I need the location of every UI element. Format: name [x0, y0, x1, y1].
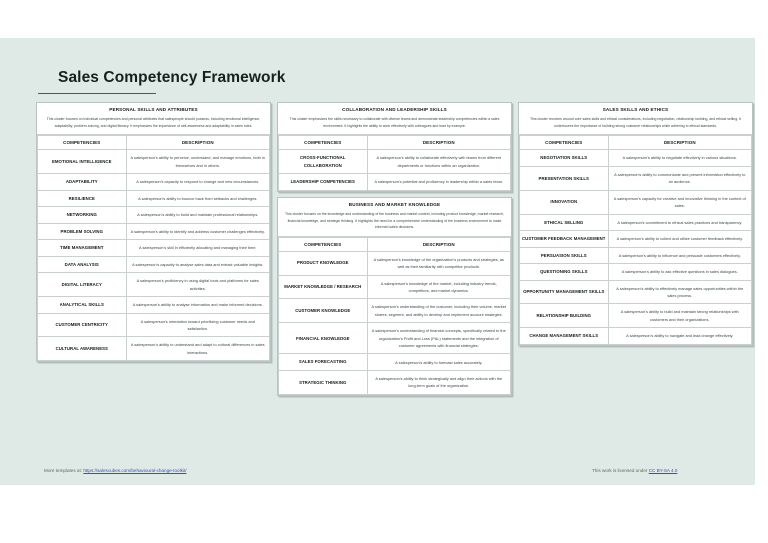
table-row	[38, 174, 270, 191]
competency-name: RESILIENCE	[38, 190, 127, 207]
competency-name: OPPORTUNITY MANAGEMENT SKILLS	[520, 280, 609, 304]
table-row	[279, 370, 511, 394]
cluster-description: This cluster emphasizes the skills necessary to collaborate with diverse teams and demonstrate leadership competencies within a sales environment. It highlights the ability to work effectively with colleagues and lead by example.	[289, 117, 500, 128]
competency-name: DIGITAL LITERACY	[38, 273, 127, 297]
title-divider	[38, 93, 156, 94]
cluster-description: This cluster focuses on the knowledge and understanding of the business and market context, including product knowledge, market research, financial knowledge, and strategic thinking. It highlights the need for a comprehensive understanding of the business environment to make informed sales decisions.	[285, 212, 504, 230]
table-row	[520, 280, 752, 304]
competency-description: A salesperson's ability to build and maintain professional relationships.	[126, 207, 269, 224]
competency-description: A salesperson's ability to navigate and lead change effectively.	[608, 328, 751, 345]
column-header-description: DESCRIPTION	[608, 136, 751, 150]
table-row	[38, 256, 270, 273]
competency-name: CULTURAL AWARENESS	[38, 337, 127, 361]
table-row	[38, 223, 270, 240]
competency-name: PROBLEM SOLVING	[38, 223, 127, 240]
competency-name: CUSTOMER FEEDBACK MANAGEMENT	[520, 231, 609, 248]
cluster-sales-skills-and-ethics	[518, 102, 753, 346]
cluster-title: COLLABORATION AND LEADERSHIP SKILLS	[342, 107, 447, 112]
competency-name: STRATEGIC THINKING	[279, 370, 368, 394]
competency-description: A salesperson's ability to influence and persuade customers effectively.	[608, 247, 751, 264]
competency-name: NETWORKING	[38, 207, 127, 224]
competency-description: A salesperson's ability to collect and utilize customer feedback effectively.	[608, 231, 751, 248]
competency-name: PERSUASION SKILLS	[520, 247, 609, 264]
table-header-row	[279, 136, 511, 150]
competency-description: A salesperson's ability to think strategically and align their actions with the long-term goals of the organization.	[367, 370, 510, 394]
competency-description: A salesperson's understanding of the customer, including their volume, market shares, segment, and ability to develop and implement account strategies.	[367, 299, 510, 323]
competency-name: RELATIONSHIP BUILDING	[520, 304, 609, 328]
table-row	[38, 313, 270, 337]
competency-description: A salesperson's ability to analyse information and make informed decisions.	[126, 297, 269, 314]
competency-description: A salesperson's ability to understand and adapt to cultural differences in sales interactions.	[126, 337, 269, 361]
competency-name: ADAPTABILITY	[38, 174, 127, 191]
table-row	[38, 207, 270, 224]
competency-name: INNOVATION	[520, 190, 609, 214]
column-header-competencies: COMPETENCIES	[279, 237, 368, 251]
competency-name: TIME MANAGEMENT	[38, 240, 127, 257]
cluster-title: SALES SKILLS AND ETHICS	[602, 107, 669, 112]
competency-name: NEGOTIATION SKILLS	[520, 150, 609, 167]
competency-name: DATA ANALYSIS	[38, 256, 127, 273]
competency-table-business-and-market-knowledge	[278, 237, 511, 395]
table-row	[520, 247, 752, 264]
table-row	[520, 264, 752, 281]
cluster-columns	[36, 102, 753, 396]
cluster-header-business-and-market-knowledge	[278, 198, 511, 237]
competency-description: A salesperson's capacity for creative and innovative thinking in the context of sales.	[608, 190, 751, 214]
competency-name: SALES FORECASTING	[279, 354, 368, 371]
table-row	[38, 150, 270, 174]
table-header-row	[38, 136, 270, 150]
table-row	[279, 251, 511, 275]
competency-name: ANALYTICAL SKILLS	[38, 297, 127, 314]
table-row	[520, 166, 752, 190]
table-row	[38, 297, 270, 314]
footer-templates-note	[44, 468, 187, 473]
competency-description: A salesperson's proficiency in using digital tools and platforms for sales activities.	[126, 273, 269, 297]
table-row	[279, 150, 511, 174]
table-row	[38, 337, 270, 361]
competency-name: CUSTOMER KNOWLEDGE	[279, 299, 368, 323]
license-link[interactable]: CC BY-SA 4.0	[648, 468, 678, 473]
competency-name: CHANGE MANAGEMENT SKILLS	[520, 328, 609, 345]
competency-description: A salesperson's ability to perceive, understand, and manage emotions, both in themselves and in others.	[126, 150, 269, 174]
table-row	[520, 231, 752, 248]
competency-name: EMOTIONAL INTELLIGENCE	[38, 150, 127, 174]
table-row	[38, 190, 270, 207]
competency-description: A salesperson's skill in efficiently allocating and managing their time.	[126, 240, 269, 257]
competency-name: CROSS-FUNCTIONAL COLLABORATION	[279, 150, 368, 174]
competency-description: A salesperson's ability to collaborate effectively with teams from different departments or functions within an organization.	[367, 150, 510, 174]
column-header-description: DESCRIPTION	[367, 136, 510, 150]
competency-description: A salesperson's capacity to analyse sales data and extract valuable insights.	[126, 256, 269, 273]
competency-table-sales-skills-and-ethics	[519, 135, 752, 344]
competency-description: A salesperson's ability to identify and address customer challenges effectively.	[126, 223, 269, 240]
competency-description: A salesperson's knowledge of the organization's products and strategies, as well as their familiarity with competitor products.	[367, 251, 510, 275]
cluster-title: PERSONAL SKILLS AND ATTRIBUTES	[109, 107, 198, 112]
cluster-column-1	[36, 102, 271, 396]
table-row	[520, 190, 752, 214]
table-header-row	[279, 237, 511, 251]
cluster-column-3	[518, 102, 753, 396]
table-row	[520, 304, 752, 328]
table-row	[38, 273, 270, 297]
table-header-row	[520, 136, 752, 150]
cluster-collaboration-and-leadership-skills	[277, 102, 512, 192]
column-header-description: DESCRIPTION	[367, 237, 510, 251]
cluster-header-personal-skills-and-attributes	[37, 103, 270, 135]
competency-name: PRODUCT KNOWLEDGE	[279, 251, 368, 275]
column-header-competencies: COMPETENCIES	[38, 136, 127, 150]
cluster-column-2	[277, 102, 512, 396]
column-header-competencies: COMPETENCIES	[520, 136, 609, 150]
column-header-description: DESCRIPTION	[126, 136, 269, 150]
cluster-header-collaboration-and-leadership-skills	[278, 103, 511, 135]
table-row	[279, 174, 511, 191]
competency-description: A salesperson's ability to bounce back from setbacks and challenges.	[126, 190, 269, 207]
table-row	[520, 150, 752, 167]
table-row	[279, 354, 511, 371]
table-row	[279, 299, 511, 323]
competency-name: MARKET KNOWLEDGE / RESEARCH	[279, 275, 368, 299]
cluster-personal-skills-and-attributes	[36, 102, 271, 362]
competency-name: LEADERSHIP COMPETENCIES	[279, 174, 368, 191]
cluster-business-and-market-knowledge	[277, 197, 512, 396]
table-row	[520, 328, 752, 345]
table-row	[38, 240, 270, 257]
templates-link[interactable]: https://salescubes.com/behavioural-change-toolkit/	[83, 468, 187, 473]
table-row	[520, 214, 752, 231]
competency-description: A salesperson's ability to effectively manage sales opportunities within the sales process.	[608, 280, 751, 304]
cluster-header-sales-skills-and-ethics	[519, 103, 752, 135]
competency-name: ETHICAL SELLING	[520, 214, 609, 231]
competency-name: CUSTOMER CENTRICITY	[38, 313, 127, 337]
competency-name: FINANCIAL KNOWLEDGE	[279, 323, 368, 354]
footer-license-prefix: This work is licensed under	[592, 468, 648, 473]
competency-description: A salesperson's ability to build and maintain strong relationships with customers and their organizations.	[608, 304, 751, 328]
competency-description: A salesperson's ability to forecast sales accurately.	[367, 354, 510, 371]
page-title: Sales Competency Framework	[58, 69, 286, 86]
cluster-description: This cluster revolves around core sales skills and ethical considerations, including negotiation, relationship building, and ethical selling. It underscores the importance of building strong customer relationships while adhering to ethical standards.	[529, 117, 742, 128]
cluster-title: BUSINESS AND MARKET KNOWLEDGE	[348, 201, 441, 207]
table-row	[279, 323, 511, 354]
competency-description: A salesperson's orientation toward prioritizing customer needs and satisfaction.	[126, 313, 269, 337]
competency-table-personal-skills-and-attributes	[37, 135, 270, 361]
competency-table-collaboration-and-leadership-skills	[278, 135, 511, 191]
competency-description: A salesperson's capacity to respond to change and new circumstances.	[126, 174, 269, 191]
column-header-competencies: COMPETENCIES	[279, 136, 368, 150]
competency-description: A salesperson's ability to negotiate effectively in various situations.	[608, 150, 751, 167]
competency-description: A salesperson's ability to communicate and present information effectively to an audience.	[608, 166, 751, 190]
footer-license-note	[592, 468, 677, 473]
competency-description: A salesperson's commitment to ethical sales practices and transparency.	[608, 214, 751, 231]
competency-description: A salesperson's potential and proficiency in leadership within a sales team.	[367, 174, 510, 191]
competency-name: QUESTIONING SKILLS	[520, 264, 609, 281]
competency-description: A salesperson's understanding of financial concepts, specifically related to the organization's Profit and Loss (P&L) statements and the integration of customer agreements with financial strategies.	[367, 323, 510, 354]
cluster-description: This cluster focuses on individual competencies and personal attributes that salespeople should possess, including emotional intelligence, adaptability, problem-solving, and digital literacy. It emphasizes the importance of self-awareness and adaptability in sales roles.	[46, 117, 261, 128]
table-row	[279, 275, 511, 299]
footer-templates-prefix: More templates at:	[44, 468, 83, 473]
competency-name: PRESENTATION SKILLS	[520, 166, 609, 190]
competency-description: A salesperson's knowledge of the market, including industry trends, competitors, and market dynamics.	[367, 275, 510, 299]
competency-description: A salesperson's ability to ask effective questions in sales dialogues.	[608, 264, 751, 281]
